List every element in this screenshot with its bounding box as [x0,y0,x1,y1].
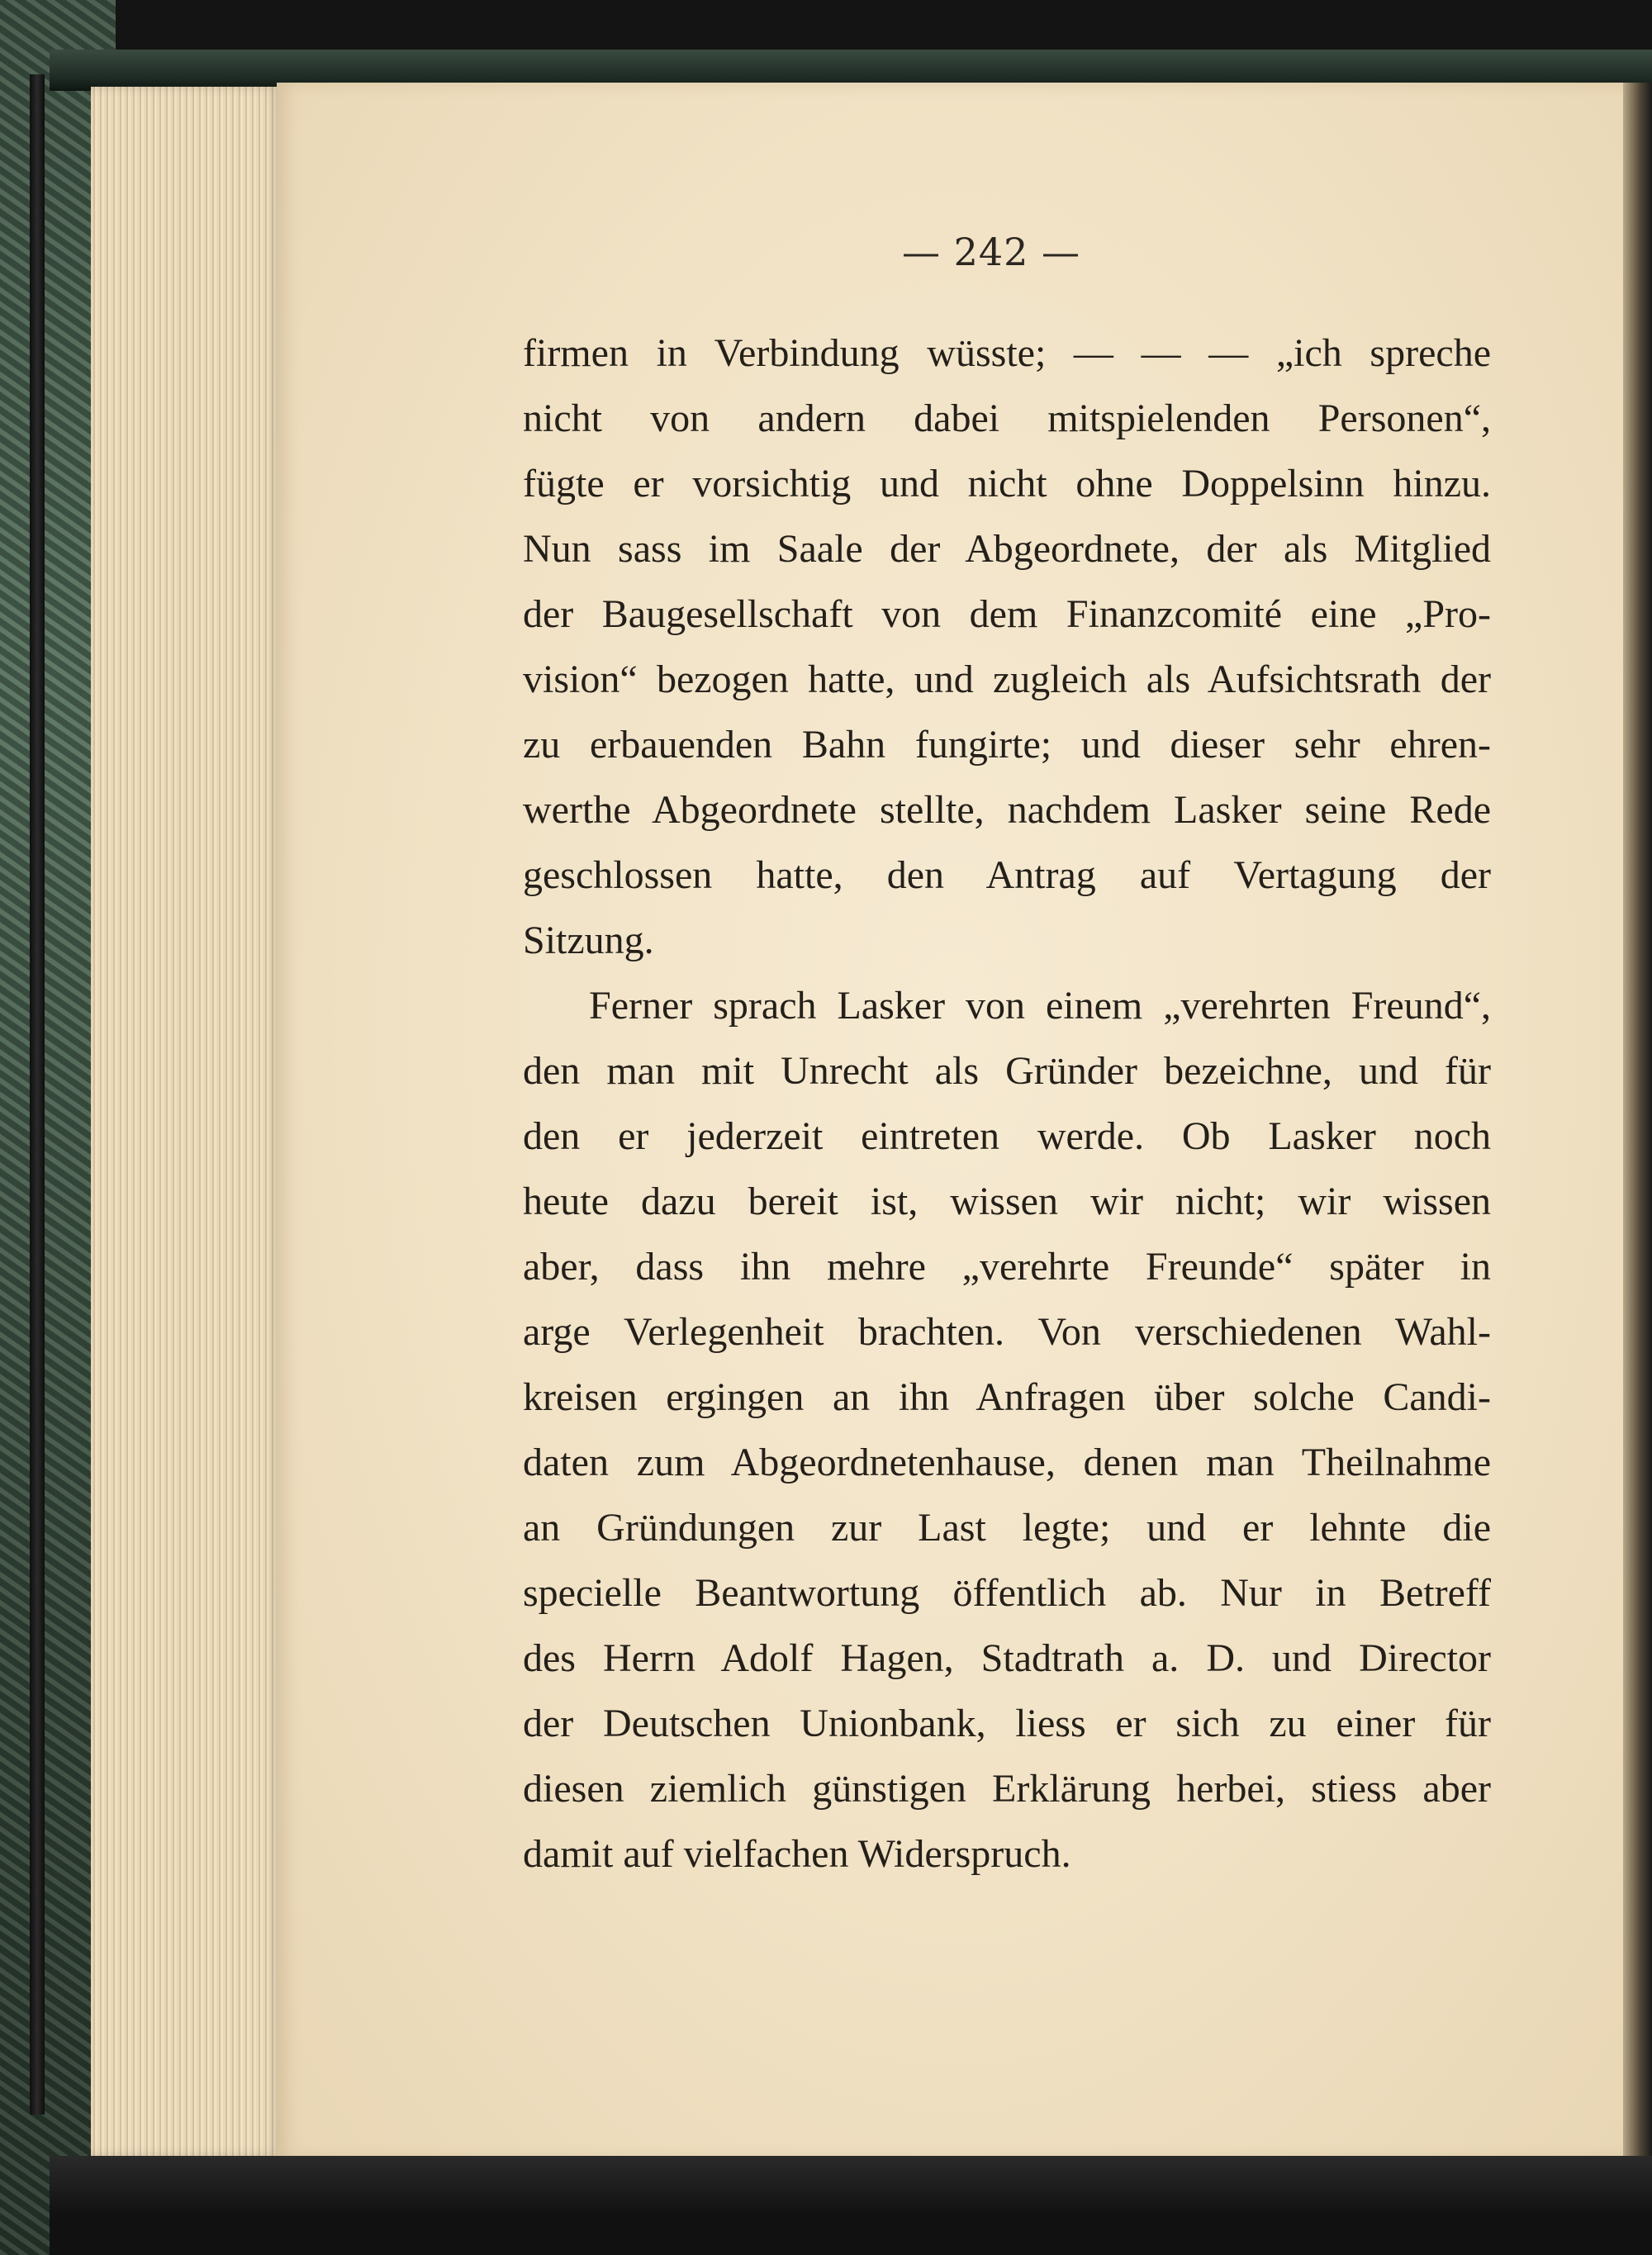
text-line: heute dazu bereit ist, wissen wir nicht; wir wissen [523,1180,1491,1223]
text-line: kreisen ergingen an ihn Anfragen über solche Candi- [523,1375,1491,1419]
text-line: Nun sass im Saale der Abgeordnete, der als Mitglied [523,527,1491,571]
text-line: fügte er vorsichtig und nicht ohne Doppelsinn hinzu. [523,462,1491,506]
text-line: aber, dass ihn mehre „verehrte Freunde“ später in [523,1245,1491,1289]
text-line: arge Verlegenheit brachten. Von verschiedenen Wahl- [523,1310,1491,1354]
text-line: geschlossen hatte, den Antrag auf Vertagung der [523,853,1491,897]
text-line: nicht von andern dabei mitspielenden Personen“, [523,396,1491,440]
binding-bottom-edge [50,2156,1652,2255]
text-line: den er jederzeit eintreten werde. Ob Lasker noch [523,1114,1491,1158]
text-line: werthe Abgeordnete stellte, nachdem Lasker seine Rede [523,788,1491,832]
page-text [523,320,1491,1887]
text-line: firmen in Verbindung wüsste; — — — „ich spreche [523,331,1491,375]
text-line: vision“ bezogen hatte, und zugleich als Aufsichtsrath der [523,658,1491,701]
text-line: den man mit Unrecht als Gründer bezeichne, und für [523,1049,1491,1093]
text-line: Ferner sprach Lasker von einem „verehrten Freund“, [589,984,1491,1028]
text-line: damit auf vielfachen Widerspruch. [523,1832,1071,1876]
page-edges [91,87,281,2156]
text-line: zu erbauenden Bahn fungirte; und dieser sehr ehren- [523,723,1491,767]
text-line: daten zum Abgeordnetenhause, denen man Theilnahme [523,1441,1491,1484]
text-line: an Gründungen zur Last legte; und er lehnte die [523,1506,1491,1550]
text-line: specielle Beantwortung öffentlich ab. Nur in Betreff [523,1571,1491,1615]
gutter-shadow [1623,83,1652,2160]
cover-spine [30,74,45,2115]
text-line: diesen ziemlich günstigen Erklärung herbei, stiess aber [523,1767,1491,1811]
text-line: Sitzung. [523,919,654,962]
text-line: der Deutschen Unionbank, liess er sich zu einer für [523,1702,1491,1745]
text-line: des Herrn Adolf Hagen, Stadtrath a. D. und Director [523,1636,1491,1680]
text-line: der Baugesellschaft von dem Finanzcomité eine „Pro- [523,592,1491,636]
page-number: — 242 — [901,230,1081,274]
